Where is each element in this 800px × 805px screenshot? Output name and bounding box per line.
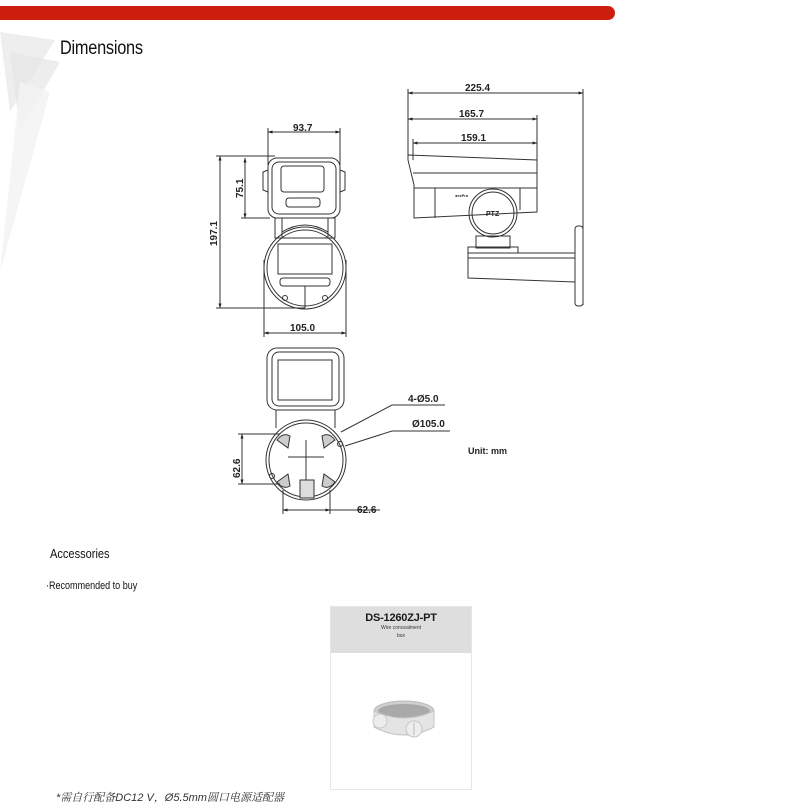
svg-text:PTZ: PTZ: [486, 211, 500, 218]
dim-front-height-head: 75.1: [235, 178, 246, 198]
dim-front-width-top: 93.7: [293, 123, 313, 134]
accessory-card-header: [331, 607, 471, 653]
dim-side-length-total: 225.4: [465, 83, 491, 94]
accessory-model: DS-1260ZJ-PT: [365, 612, 437, 624]
accessory-name-line2: box: [396, 633, 406, 639]
accessory-card[interactable]: [330, 606, 472, 790]
unit-label: Unit: mm: [468, 446, 507, 456]
junction-box-image-icon: [366, 695, 438, 743]
dim-front-height-total: 197.1: [209, 220, 220, 246]
footnote-power-adapter: *需自行配备DC12 V，Ø5.5mm圆口电源适配器: [56, 792, 284, 804]
section-title-accessories: Accessories: [50, 546, 110, 561]
accessory-name-line1: Wire concealment: [380, 625, 421, 631]
svg-text:●ezPro: ●ezPro: [455, 193, 469, 198]
dim-side-length-body: 159.1: [461, 133, 487, 144]
dim-side-length-housing: 165.7: [459, 109, 485, 120]
dim-base-hole-spacing-horizontal: 62.6: [357, 505, 377, 516]
dim-base-diameter: Ø105.0: [412, 419, 445, 430]
dim-front-width-bottom: 105.0: [290, 323, 316, 334]
recommended-label: ·Recommended to buy: [46, 580, 138, 592]
dim-base-hole-spacing-vertical: 62.6: [232, 458, 243, 478]
section-title-dimensions: Dimensions: [60, 38, 143, 59]
dim-base-holes: 4-Ø5.0: [408, 394, 439, 405]
